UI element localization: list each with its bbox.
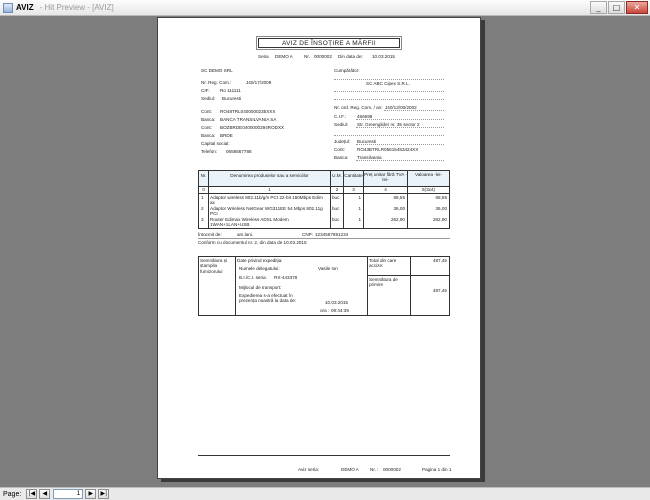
buyer-bank-dots xyxy=(356,156,444,161)
ci-value: RX-443378 xyxy=(274,275,298,280)
row3-qty: 1 xyxy=(358,217,361,222)
first-page-button[interactable]: |◀ xyxy=(26,489,37,499)
idx-4: 4 xyxy=(384,187,387,192)
supplier-bank1-label: Banca: xyxy=(201,117,216,122)
row2-value: 36,00 xyxy=(435,206,447,211)
row2-price: 36,00 xyxy=(393,206,405,211)
buyer-dots-2 xyxy=(334,87,444,92)
date-value: 10.03.2015 xyxy=(372,54,395,59)
issued-by: am.lani. xyxy=(237,232,254,237)
col-line-2 xyxy=(330,170,331,229)
bottom-nr: 0000002 xyxy=(383,467,401,472)
row1-name: Adaptor wireless 802.11b/g/n PCI 22-bit 150Mbps Edim ax xyxy=(210,195,323,206)
supplier-capital-label: Capital social: xyxy=(201,141,230,146)
supplier-cif: Ro 111111 xyxy=(220,88,241,93)
serie-value: DEMO A xyxy=(275,54,293,59)
app-icon xyxy=(3,3,13,13)
issued-line xyxy=(198,238,450,239)
supplier-name: SC DEMO SRL xyxy=(201,68,233,73)
buyer-county-label: Județul: xyxy=(334,139,351,144)
th-nr: Nr. xyxy=(200,173,207,178)
supplier-cont1-label: Cont: xyxy=(201,109,212,114)
buyer-reg-dots xyxy=(384,106,444,111)
bottom-line xyxy=(198,455,450,456)
idx-2: 2 xyxy=(335,187,339,192)
row1-nr: 1 xyxy=(201,195,204,200)
buyer-dots-4 xyxy=(334,131,444,136)
buyer-header: Cumpărător: xyxy=(334,68,360,73)
idx-5: 5(3x4) xyxy=(421,187,436,192)
th-value: Valoarea -lei- xyxy=(415,172,442,177)
supplier-reg-label: Nr. Reg. Com.: xyxy=(201,80,232,85)
supplier-phone: 0658567788 xyxy=(226,149,252,154)
supplier-cont2: BOZBRDE0400000294RODXX xyxy=(220,125,285,130)
buyer-cif-label: C.I.F.: xyxy=(334,114,346,119)
maximize-button[interactable]: □ xyxy=(608,1,625,14)
row3-um: buc xyxy=(332,217,340,222)
exp-text: Expedierea s-a efectuat în prezența noastră la data de: xyxy=(239,293,297,304)
cnp-label: CNP: xyxy=(302,232,313,237)
ora-label: ora : xyxy=(320,308,330,313)
row2-name: Adaptor Wireless NetGear WG311EE 54 Mbps 802.11g PCI xyxy=(210,206,323,217)
transport-label: Mijlocul de transport: xyxy=(239,285,282,290)
supplier-seat: Bucuresti xyxy=(222,96,242,101)
invoice-document xyxy=(158,18,480,478)
buyer-bank: Transilvania xyxy=(357,155,382,160)
buyer-seat-label: Sediul: xyxy=(334,122,349,127)
th-name: Denumirea produselor sau a serviciilor xyxy=(230,173,309,178)
serie-label: Seria xyxy=(258,54,269,59)
page-info: Pagina 1 din 1 xyxy=(422,467,452,472)
page-navigator xyxy=(0,487,650,500)
nr-value: 0000002 xyxy=(314,54,332,59)
buyer-cif-dots xyxy=(356,115,444,120)
prev-page-button[interactable]: ◀ xyxy=(39,489,50,499)
row2-um: buc xyxy=(332,206,340,211)
cnp-value: 1234567891234 xyxy=(315,232,349,237)
idx-0: 0 xyxy=(202,187,205,192)
ci-label: B.I./C.I. seria: xyxy=(239,275,267,280)
conform-text: Conform cu documentul nr. 2, din data de 10.03.2015 xyxy=(198,240,307,245)
footer-col-3 xyxy=(410,256,411,316)
row1-price: 68,55 xyxy=(393,195,405,200)
window-title: AVIZ xyxy=(16,3,34,12)
window-controls xyxy=(590,1,648,14)
minimize-button[interactable]: _ xyxy=(590,1,607,14)
ora-value: 09:44:39 xyxy=(331,308,349,313)
window-subtitle: - Hit Preview - [AVIZ] xyxy=(39,3,114,12)
issued-label: Întocmit de: xyxy=(198,232,222,237)
footer-col-1 xyxy=(235,256,236,316)
next-page-button[interactable]: ▶ xyxy=(85,489,96,499)
row1-qty: 1 xyxy=(358,195,361,200)
document-title: AVIZ DE ÎNSOȚIRE A MĂRFII xyxy=(258,38,400,48)
date-label: Din data de: xyxy=(338,54,363,59)
buyer-county: Bucuresti xyxy=(357,139,377,144)
bottom-serie-label: Aviz seria: xyxy=(298,467,320,472)
row2-qty: 1 xyxy=(358,206,361,211)
supplier-bank2: BRDE xyxy=(220,133,233,138)
supplier-cif-label: CIF: xyxy=(201,88,210,93)
delegate-name: Vasile Ion xyxy=(318,266,338,271)
row3-value: 262,90 xyxy=(432,217,447,222)
receipt-label: Semnătura de primire xyxy=(369,277,398,288)
supplier-cont1: RO48TRL0400000235XXX xyxy=(220,109,276,114)
close-button[interactable]: ✕ xyxy=(626,1,648,14)
supplier-phone-label: Telefon: xyxy=(201,149,218,154)
buyer-dots-3 xyxy=(334,95,444,100)
total-value: 487,45 xyxy=(432,258,447,263)
document-page xyxy=(157,17,481,479)
window-titlebar xyxy=(0,0,650,16)
row3-name: Router Edimax Wireless ADSL Modem 1WAN+1LAN+USB xyxy=(210,217,289,228)
th-price: Preț unitar fără TVA -lei- xyxy=(364,172,407,183)
supplier-seat-label: Sediul: xyxy=(201,96,216,101)
bottom-serie: DEMO A xyxy=(341,467,359,472)
nr-label: Nr. xyxy=(304,54,310,59)
supplier-bank1: BANCA TRANSILVANIA SA xyxy=(220,117,277,122)
receipt-total: 487,45 xyxy=(432,288,447,293)
last-page-button[interactable]: ▶| xyxy=(98,489,109,499)
buyer-cont: RO43BTRLR05615453424XX xyxy=(357,147,419,152)
th-um: U.M. xyxy=(332,173,342,178)
row1-value: 68,55 xyxy=(435,195,447,200)
exp-label: Date privind expediția: xyxy=(237,258,283,263)
buyer-name: SC ABC Cipex S.R.L. xyxy=(366,81,410,86)
buyer-dots-1 xyxy=(334,75,444,80)
buyer-seat-dots xyxy=(356,123,444,128)
delegate-label: Numele delegatului: xyxy=(239,266,280,271)
row1-um: buc xyxy=(332,195,340,200)
col-line-1 xyxy=(208,170,209,229)
buyer-bank-label: Banca: xyxy=(334,155,349,160)
buyer-county-dots xyxy=(356,140,444,145)
bottom-nr-label: Nr. : xyxy=(370,467,379,472)
buyer-cif: 456698 xyxy=(357,114,373,119)
page-number-input[interactable]: 1 xyxy=(53,489,83,499)
buyer-reg-label: Nr. ord. Reg. Com. / an: xyxy=(334,105,383,110)
exp-date: 10.03.2015 xyxy=(325,300,348,305)
table-index-line xyxy=(198,193,450,194)
page-label: Page: xyxy=(3,490,22,498)
sign-label: Semnătura și ștampila furnizorului xyxy=(200,258,228,274)
row2-nr: 2 xyxy=(201,206,204,211)
supplier-cont2-label: Cont: xyxy=(201,125,212,130)
row3-price: 262,90 xyxy=(390,217,405,222)
footer-col-2 xyxy=(367,256,368,316)
idx-1: 1 xyxy=(268,187,271,192)
th-qty: Cantitate xyxy=(344,173,363,178)
buyer-seat: Str. Greenglider nr. 35 sector 2 xyxy=(357,122,420,127)
idx-3: 3 xyxy=(352,187,355,192)
footer-row-line xyxy=(367,275,450,276)
total-label: Total din care accize: xyxy=(369,258,397,269)
preview-area[interactable] xyxy=(0,16,650,487)
supplier-bank2-label: Banca: xyxy=(201,133,216,138)
buyer-cont-label: Cont: xyxy=(334,147,345,152)
row3-nr: 3 xyxy=(201,217,204,222)
buyer-reg: J40/12/00/2002 xyxy=(385,105,417,110)
supplier-reg: J40/17/2009 xyxy=(246,80,272,85)
